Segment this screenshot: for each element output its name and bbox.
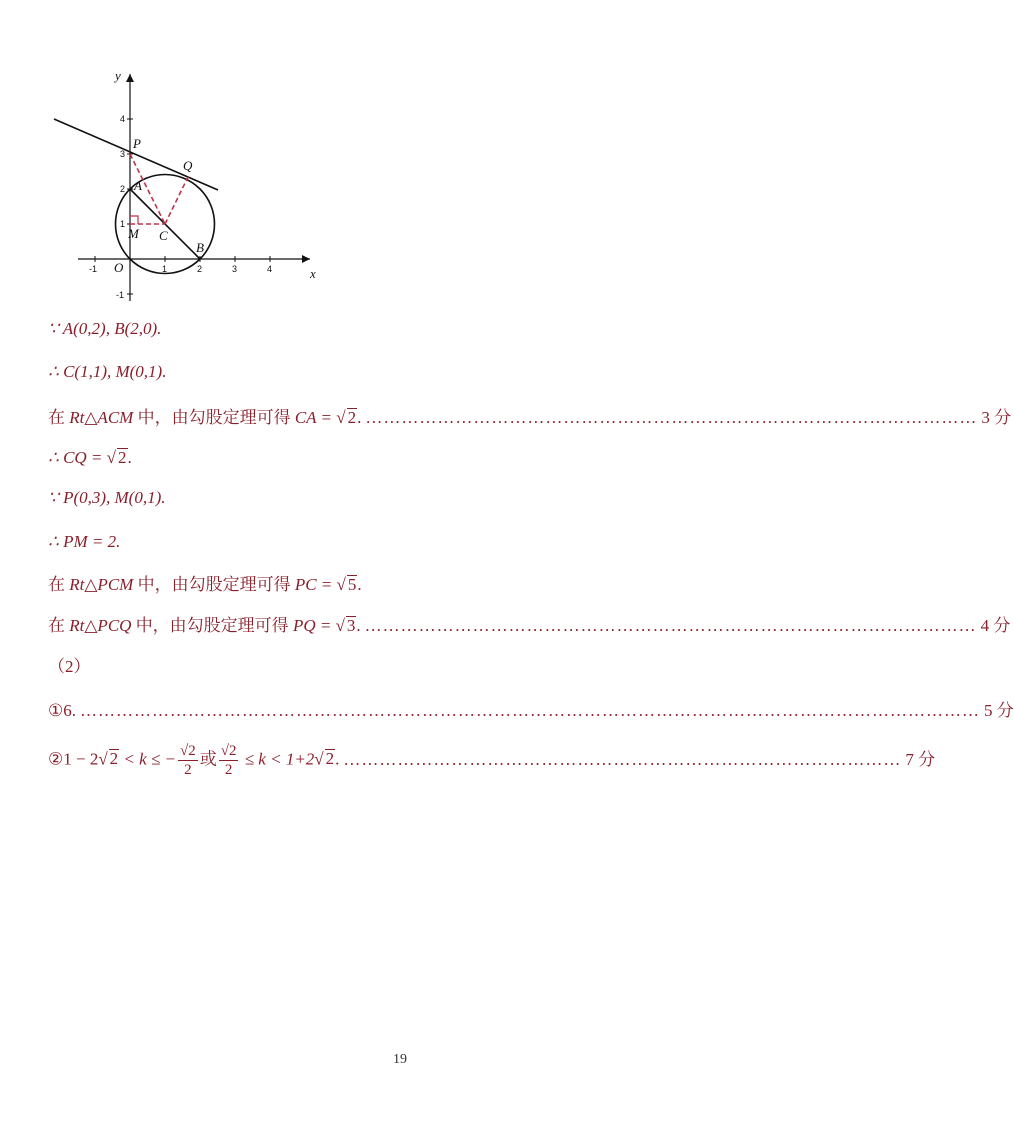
right-angle-marker: [130, 216, 138, 224]
point-label-c: C: [159, 228, 168, 243]
x-tick-label: 1: [162, 264, 168, 274]
line-text: ∴ CQ = √ 2.: [48, 448, 132, 467]
x-tick-label: 4: [267, 264, 273, 274]
x-tick-label: -1: [89, 264, 98, 274]
point-label-a: A: [134, 178, 142, 193]
y-axis-label: y: [115, 68, 121, 83]
solution-line-6: [48, 530, 728, 554]
page-number: 19: [393, 1052, 407, 1067]
leader-dots: …………………………………………………………………………………………: [365, 408, 978, 427]
x-tick-label: 3: [232, 264, 238, 274]
y-tick-label: 4: [120, 114, 126, 124]
score-label: 4 分: [980, 616, 1011, 635]
line-text: ∵ A(0,2), B(2,0).: [48, 319, 162, 338]
leader-dots: …………………………………………………………………………………………: [364, 616, 977, 635]
origin-label: O: [114, 260, 124, 275]
line-text: （2）: [48, 657, 91, 676]
point-label-q: Q: [183, 158, 193, 173]
line-text: 在 Rt△PCQ 中，由勾股定理可得 PQ = √ 3.: [48, 616, 361, 635]
solution-line-2: [48, 360, 728, 384]
line-text: 在 Rt△PCM 中，由勾股定理可得 PC = √ 5.: [48, 575, 362, 594]
fraction: $\frac{√2}{2}$: [180, 742, 196, 778]
line-text: ①6.: [48, 701, 76, 720]
segment-cq: [165, 177, 188, 224]
line-text: ②1 − 2√ 2 < k ≤ − $\frac{√2}{2}$ 或 $\frac{√2}{2}$ ≤ k < 1+2√ 2.: [48, 742, 340, 778]
leader-dots: …………………………………………………………………………………: [343, 750, 902, 769]
score-label: 5 分: [984, 701, 1014, 720]
score-label: 7 分: [905, 750, 936, 769]
y-axis-arrow: [126, 74, 134, 82]
y-tick-label: 3: [120, 149, 126, 159]
line-text: 在 Rt△ACM 中，由勾股定理可得 CA = √ 2.: [48, 408, 362, 427]
point-label-b: B: [196, 240, 204, 255]
x-axis-arrow: [302, 255, 310, 263]
coordinate-figure: [48, 66, 330, 306]
point-label-p: P: [133, 136, 141, 151]
y-tick-label: -1: [116, 290, 125, 300]
solution-line-1: [48, 317, 728, 341]
line-text: ∴ C(1,1), M(0,1).: [48, 362, 167, 381]
solution-line-10: [48, 699, 1014, 723]
solution-line-9: [48, 655, 728, 679]
x-tick-label: 2: [197, 264, 203, 274]
line-text: ∵ P(0,3), M(0,1).: [48, 488, 166, 507]
point-label-m: M: [128, 226, 139, 241]
y-tick-label: 1: [120, 219, 126, 229]
leader-dots: ……………………………………………………………………………………………………………………………………: [80, 701, 980, 720]
fraction: $\frac{√2}{2}$: [220, 742, 237, 778]
score-label: 3 分: [981, 408, 1012, 427]
solution-line-4: [48, 446, 728, 470]
solution-line-3: [48, 406, 1012, 430]
solution-line-8: [48, 614, 1011, 638]
line-text: ∴ PM = 2.: [48, 532, 121, 551]
x-axis-label: x: [310, 266, 316, 281]
solution-line-7: [48, 573, 728, 597]
y-tick-label: 2: [120, 184, 126, 194]
solution-line-11: [48, 738, 936, 782]
solution-line-5: [48, 486, 728, 510]
